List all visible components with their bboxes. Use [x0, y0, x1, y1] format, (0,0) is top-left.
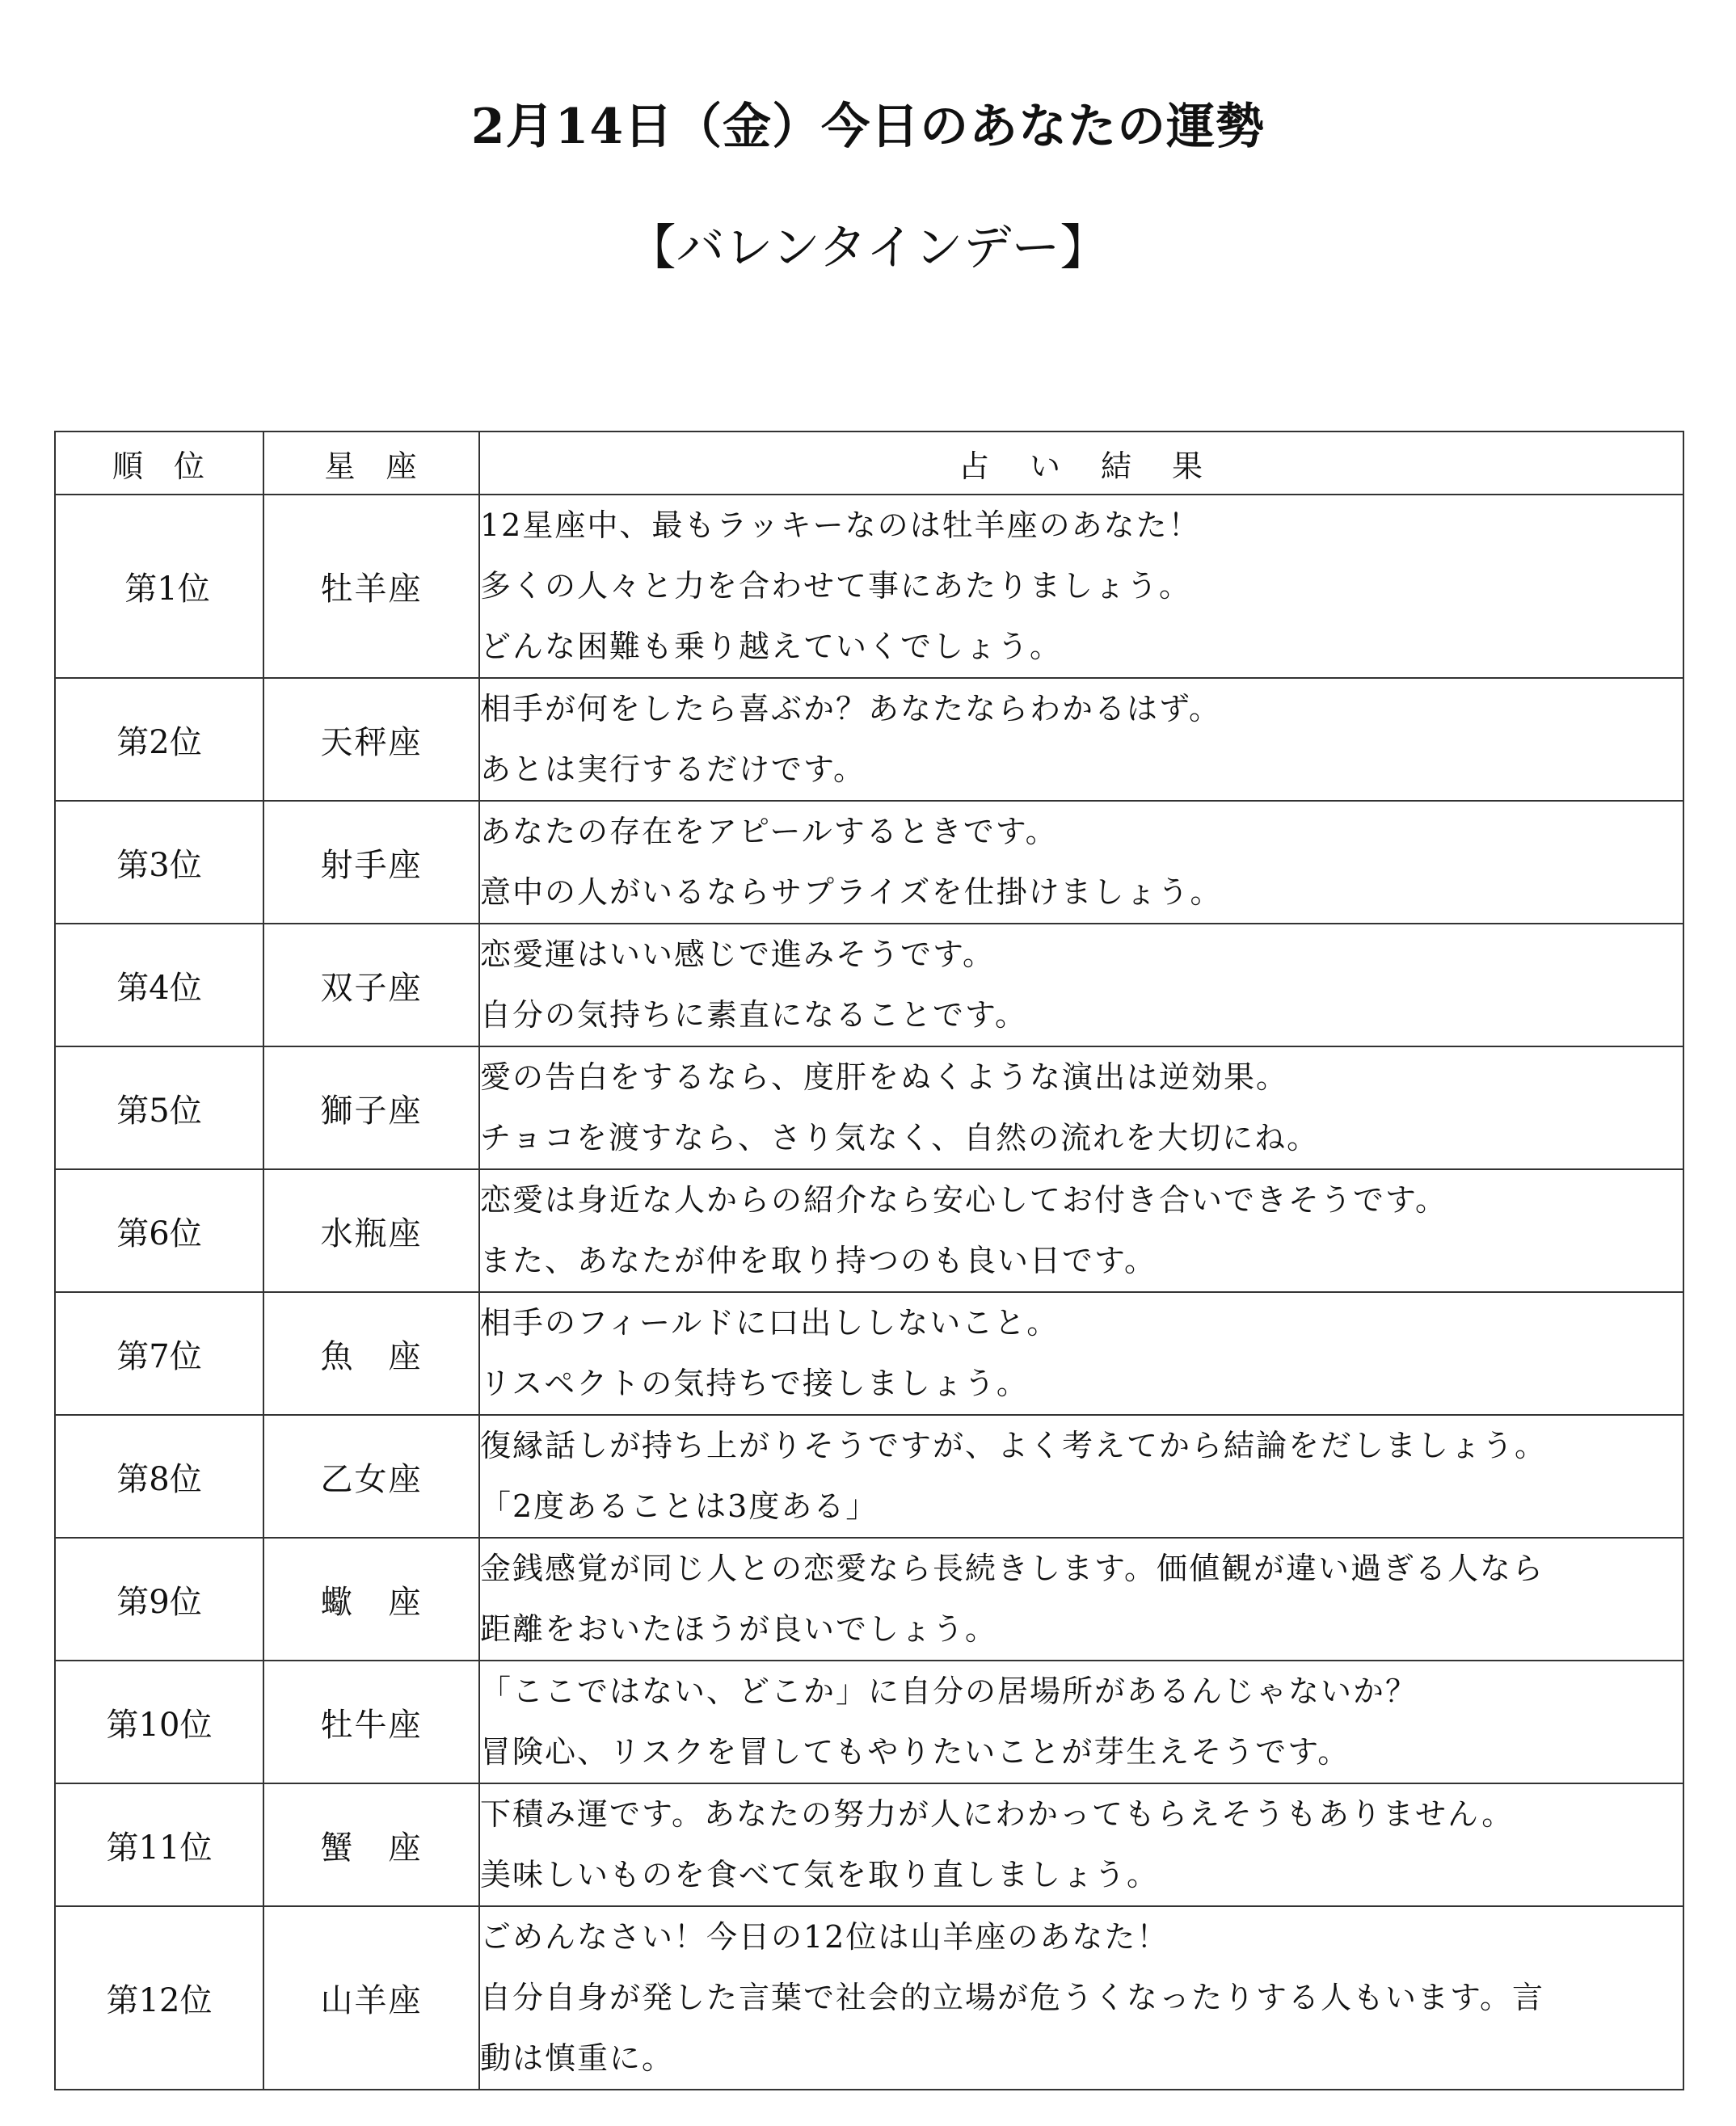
- result-line: 金銭感覚が同じ人との恋愛なら長続きします。価値観が違い過ぎる人なら: [480, 1551, 1544, 1586]
- sign-cell: 射手座: [263, 801, 479, 924]
- sign-cell: 獅子座: [263, 1046, 479, 1169]
- result-line: 恋愛は身近な人からの紹介なら安心してお付き合いできそうです。: [480, 1182, 1447, 1218]
- header-rank: [55, 432, 263, 495]
- result-cell: [479, 678, 1683, 801]
- result-line: 相手が何をしたら喜ぶか？あなたならわかるはず。: [480, 691, 1221, 726]
- table-row: [55, 1661, 1683, 1783]
- sign-cell: 天秤座: [263, 678, 479, 801]
- result-line: リスペクトの気持ちで接しましょう。: [480, 1366, 1029, 1401]
- table-row: [55, 1169, 1683, 1292]
- result-cell: [479, 1292, 1683, 1415]
- page-title: 2月14日（金）今日のあなたの運勢: [470, 99, 1266, 155]
- table-row: [55, 495, 1683, 678]
- result-cell: [479, 1169, 1683, 1292]
- result-line: あなたの存在をアピールするときです。: [480, 814, 1058, 849]
- rank-cell: 第2位: [55, 678, 263, 801]
- header-rank-char: 順: [112, 448, 145, 484]
- rank-cell: 第10位: [55, 1661, 263, 1783]
- result-line: 自分の気持ちに素直になることです。: [480, 997, 1027, 1033]
- table-row: [55, 678, 1683, 801]
- header-result: [479, 432, 1683, 495]
- rank-cell: 第4位: [55, 924, 263, 1046]
- result-line: ごめんなさい！今日の12位は山羊座のあなた！: [480, 1919, 1169, 1955]
- result-cell: [479, 1046, 1683, 1169]
- rank-cell: 第9位: [55, 1538, 263, 1661]
- table-row: [55, 1415, 1683, 1538]
- sign-cell: 牡羊座: [263, 495, 479, 678]
- header-sign-char: 星: [324, 448, 357, 484]
- result-line: 12星座中、最もラッキーなのは牡羊座のあなた！: [480, 507, 1201, 543]
- table-row: [55, 1292, 1683, 1415]
- result-line: 「2度あることは3度ある」: [480, 1488, 879, 1524]
- sign-cell: 牡牛座: [263, 1661, 479, 1783]
- table-header-row: [55, 432, 1683, 495]
- table-row: [55, 1046, 1683, 1169]
- header-result-char: 結: [1101, 448, 1134, 484]
- result-line: 美味しいものを食べて気を取り直しましょう。: [480, 1857, 1160, 1892]
- result-line: また、あなたが仲を取り持つのも良い日です。: [480, 1243, 1157, 1278]
- result-cell: [479, 1415, 1683, 1538]
- table-row: [55, 1538, 1683, 1661]
- result-line: 愛の告白をするなら、度肝をぬくような演出は逆効果。: [480, 1059, 1289, 1095]
- result-line: 自分自身が発した言葉で社会的立場が危うくなったりする人もいます。言: [480, 1980, 1544, 2015]
- sign-cell: 蠍 座: [263, 1538, 479, 1661]
- header-result-char: い: [1029, 448, 1062, 484]
- result-line: 動は慎重に。: [480, 2040, 675, 2076]
- rank-cell: 第11位: [55, 1783, 263, 1906]
- result-line: 多くの人々と力を合わせて事にあたりましょう。: [480, 568, 1192, 604]
- result-line: あとは実行するだけです。: [480, 751, 866, 787]
- result-cell: [479, 924, 1683, 1046]
- result-cell: [479, 1661, 1683, 1783]
- result-line: 距離をおいたほうが良いでしょう。: [480, 1611, 998, 1647]
- table-row: [55, 1906, 1683, 2090]
- sign-cell: 双子座: [263, 924, 479, 1046]
- rank-cell: 第6位: [55, 1169, 263, 1292]
- header-result-char: 占: [958, 448, 991, 484]
- rank-cell: 第3位: [55, 801, 263, 924]
- result-cell: [479, 1906, 1683, 2090]
- table-row: [55, 1783, 1683, 1906]
- result-line: 下積み運です。あなたの努力が人にわかってもらえそうもありません。: [480, 1796, 1515, 1832]
- result-cell: [479, 495, 1683, 678]
- result-cell: [479, 801, 1683, 924]
- fortune-table: [54, 431, 1684, 2090]
- table-row: [55, 801, 1683, 924]
- sign-cell: 乙女座: [263, 1415, 479, 1538]
- rank-cell: 第1位: [55, 495, 263, 678]
- sign-cell: 魚 座: [263, 1292, 479, 1415]
- header-rank-char: 位: [174, 448, 207, 484]
- header-sign-char: 座: [386, 448, 419, 484]
- result-line: 恋愛運はいい感じで進みそうです。: [480, 937, 995, 972]
- result-cell: [479, 1538, 1683, 1661]
- rank-cell: 第7位: [55, 1292, 263, 1415]
- sign-cell: 蟹 座: [263, 1783, 479, 1906]
- result-line: 相手のフィールドに口出ししないこと。: [480, 1305, 1060, 1341]
- result-line: 冒険心、リスクを冒してもやりたいことが芽生えそうです。: [480, 1734, 1350, 1770]
- sign-cell: 山羊座: [263, 1906, 479, 2090]
- result-line: 「ここではない、どこか」に自分の居場所があるんじゃないか？: [480, 1673, 1418, 1709]
- header-result-char: 果: [1172, 448, 1205, 484]
- rank-cell: 第5位: [55, 1046, 263, 1169]
- result-line: 復縁話しが持ち上がりそうですが、よく考えてから結論をだしましょう。: [480, 1428, 1548, 1463]
- page-subtitle: 【バレンタインデー】: [627, 220, 1109, 276]
- result-line: チョコを渡すなら、さり気なく、自然の流れを大切にね。: [480, 1120, 1320, 1156]
- sign-cell: 水瓶座: [263, 1169, 479, 1292]
- rank-cell: 第8位: [55, 1415, 263, 1538]
- result-line: どんな困難も乗り越えていくでしょう。: [480, 629, 1063, 664]
- result-line: 意中の人がいるならサプライズを仕掛けましょう。: [480, 874, 1223, 910]
- result-cell: [479, 1783, 1683, 1906]
- header-sign: [263, 432, 479, 495]
- table-row: [55, 924, 1683, 1046]
- rank-cell: 第12位: [55, 1906, 263, 2090]
